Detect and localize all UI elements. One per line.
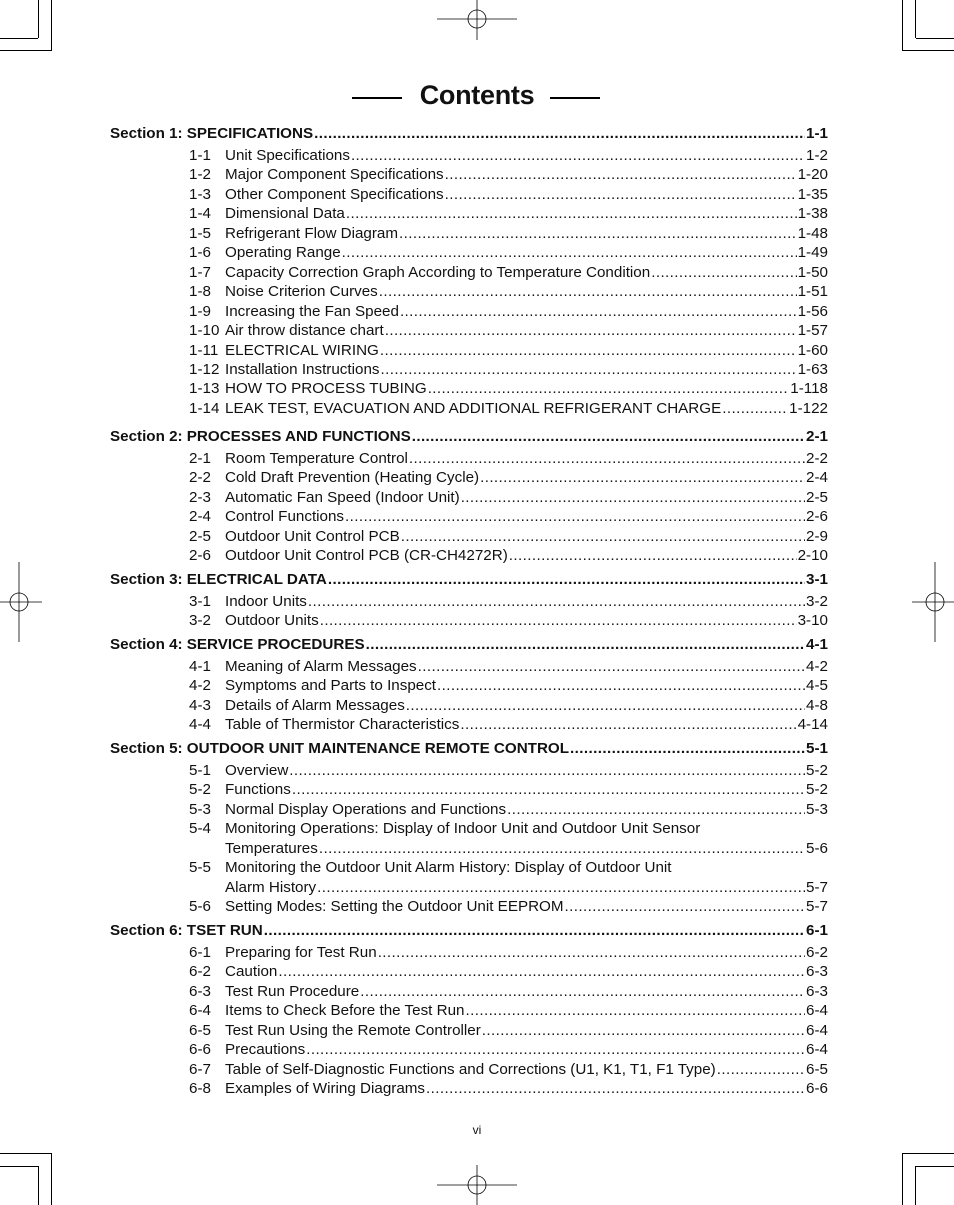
item-title-lead: Monitoring the Outdoor Unit Alarm History: Display of Outdoor Unit: [225, 859, 672, 877]
toc-item-entry[interactable]: [189, 205, 828, 225]
item-title: Other Component Specifications: [225, 185, 444, 203]
item-page-number: 6-5: [806, 1060, 828, 1078]
item-number: 5-6: [189, 898, 211, 916]
dot-leader: [351, 147, 805, 164]
item-number: 2-3: [189, 488, 211, 506]
item-page-number: 2-2: [806, 450, 828, 467]
dot-leader: [651, 264, 796, 281]
item-title: Functions: [225, 781, 291, 799]
item-page-number: 5-2: [806, 762, 828, 779]
toc-item-entry[interactable]: [189, 283, 828, 303]
toc-item-entry[interactable]: [189, 1022, 828, 1042]
toc-item-entry[interactable]: [189, 400, 828, 420]
dot-leader: [379, 283, 797, 300]
item-number: 5-1: [189, 762, 211, 779]
item-number: 1-6: [189, 244, 211, 262]
dot-leader: [426, 1080, 805, 1097]
item-number: 6-7: [189, 1060, 211, 1078]
toc-item-entry[interactable]: [189, 1061, 828, 1081]
item-page-number: 1-60: [797, 341, 828, 359]
item-title: Details of Alarm Messages: [225, 696, 405, 714]
toc-item-entry[interactable]: [189, 147, 828, 167]
toc-item-entry[interactable]: [189, 612, 828, 632]
item-number: 5-5: [189, 859, 211, 877]
dot-leader: [480, 469, 805, 486]
toc-item-continuation[interactable]: [189, 879, 828, 899]
dot-leader: [264, 922, 805, 939]
toc-section-entry[interactable]: [110, 571, 828, 591]
dot-leader: [360, 983, 805, 1000]
item-title: Automatic Fan Speed (Indoor Unit): [225, 488, 460, 506]
item-number: 6-4: [189, 1002, 211, 1020]
item-title: Meaning of Alarm Messages: [225, 658, 417, 675]
dot-leader: [306, 1041, 805, 1058]
dot-leader: [345, 508, 805, 525]
item-number: 1-10: [189, 322, 220, 340]
item-title: Examples of Wiring Diagrams: [225, 1080, 426, 1098]
item-title: Normal Display Operations and Functions: [225, 800, 507, 818]
item-page-number: 1-35: [797, 185, 828, 203]
item-number: 1-14: [189, 399, 220, 417]
item-page-number: 1-20: [797, 166, 828, 184]
item-title: Refrigerant Flow Diagram: [225, 224, 399, 242]
item-title: Items to Check Before the Test Run: [225, 1002, 465, 1020]
toc-item-entry[interactable]: [189, 547, 828, 567]
dot-leader: [308, 593, 805, 610]
item-number: 1-4: [189, 205, 211, 223]
item-number: 2-2: [189, 469, 211, 487]
item-page-number: 1-63: [797, 360, 828, 378]
item-title: Operating Range: [225, 244, 341, 262]
item-number: 5-4: [189, 820, 211, 838]
item-title: Temperatures: [225, 839, 318, 857]
item-title: Test Run Using the Remote Controller: [225, 1021, 481, 1039]
item-title: Alarm History: [225, 878, 317, 896]
item-page-number: 1-56: [797, 302, 828, 320]
item-page-number: 6-4: [806, 1041, 828, 1059]
dot-leader: [428, 380, 790, 397]
item-number: 4-1: [189, 658, 211, 675]
section-title: Section 1: SPECIFICATIONS: [110, 125, 314, 142]
item-page-number: 4-14: [797, 716, 828, 734]
dot-leader: [565, 898, 806, 915]
dot-leader: [406, 697, 805, 714]
dot-leader: [380, 342, 797, 359]
item-page-number: 1-48: [797, 224, 828, 242]
item-title: ELECTRICAL WIRING: [225, 341, 379, 359]
dot-leader: [400, 303, 797, 320]
toc-item-entry[interactable]: [189, 342, 828, 362]
item-page-number: 3-10: [797, 612, 828, 630]
section-page-number: 2-1: [806, 428, 828, 445]
item-title: Caution: [225, 963, 278, 981]
item-number: 5-2: [189, 781, 211, 799]
dot-leader: [412, 428, 805, 445]
item-title: Major Component Specifications: [225, 166, 444, 184]
toc-section-entry[interactable]: [110, 428, 828, 448]
item-number: 6-8: [189, 1080, 211, 1098]
toc-item-entry[interactable]: [189, 963, 828, 983]
item-title: Symptoms and Parts to Inspect: [225, 677, 437, 695]
item-title-lead: Monitoring Operations: Display of Indoor Unit and Outdoor Unit Sensor: [225, 820, 701, 838]
toc-item-entry[interactable]: [189, 762, 828, 782]
item-number: 2-1: [189, 450, 211, 467]
toc-section-entry[interactable]: [110, 922, 828, 942]
item-page-number: 5-6: [806, 839, 828, 857]
item-number: 5-3: [189, 800, 211, 818]
item-page-number: 2-4: [806, 469, 828, 487]
toc-item-entry[interactable]: [189, 489, 828, 509]
item-page-number: 4-8: [806, 696, 828, 714]
item-title: Unit Specifications: [225, 147, 350, 164]
section-title: Section 6: TSET RUN: [110, 922, 263, 939]
item-page-number: 1-38: [797, 205, 828, 223]
item-page-number: 5-2: [806, 781, 828, 799]
toc-item-entry[interactable]: [189, 244, 828, 264]
item-title: Dimensional Data: [225, 205, 345, 223]
toc-item-entry[interactable]: [189, 697, 828, 717]
item-title: Preparing for Test Run: [225, 944, 377, 961]
toc-item-entry[interactable]: [189, 677, 828, 697]
dot-leader: [570, 740, 805, 757]
item-page-number: 6-4: [806, 1002, 828, 1020]
item-number: 3-2: [189, 612, 211, 630]
toc-item-entry[interactable]: [189, 1080, 828, 1100]
section-page-number: 5-1: [806, 740, 828, 757]
toc-item-entry[interactable]: [189, 1041, 828, 1061]
dot-leader: [381, 361, 797, 378]
dot-leader: [292, 781, 805, 798]
item-page-number: 6-3: [806, 982, 828, 1000]
item-page-number: 2-5: [806, 488, 828, 506]
item-page-number: 1-50: [797, 263, 828, 281]
dot-leader: [418, 658, 805, 675]
dot-leader: [314, 125, 805, 142]
dot-leader: [437, 677, 805, 694]
item-page-number: 6-2: [806, 944, 828, 961]
toc-item-entry[interactable]: [189, 361, 828, 381]
item-title: Increasing the Fan Speed: [225, 302, 399, 320]
dot-leader: [722, 400, 788, 417]
toc-section-entry[interactable]: [110, 636, 828, 656]
item-number: 1-8: [189, 283, 211, 301]
toc-item-entry[interactable]: [189, 898, 828, 918]
item-page-number: 1-57: [797, 322, 828, 340]
item-number: 1-1: [189, 147, 211, 164]
item-number: 4-2: [189, 677, 211, 695]
toc-item-entry[interactable]: [189, 658, 828, 678]
item-page-number: 3-2: [806, 593, 828, 610]
item-number: 6-2: [189, 963, 211, 981]
item-page-number: 5-3: [806, 800, 828, 818]
item-number: 6-3: [189, 982, 211, 1000]
dot-leader: [346, 205, 797, 222]
section-title: Section 4: SERVICE PROCEDURES: [110, 636, 365, 653]
item-number: 1-9: [189, 302, 211, 320]
dot-leader: [401, 528, 805, 545]
toc-item-entry[interactable]: [189, 801, 828, 821]
item-page-number: 4-2: [806, 658, 828, 675]
item-number: 2-6: [189, 547, 211, 565]
item-number: 1-11: [189, 341, 219, 359]
toc-item-entry[interactable]: [189, 820, 828, 840]
toc-item-entry[interactable]: [189, 859, 828, 879]
item-title: HOW TO PROCESS TUBING: [225, 380, 427, 398]
item-page-number: 6-6: [806, 1080, 828, 1098]
toc-item-entry[interactable]: [189, 380, 828, 400]
toc-item-entry[interactable]: [189, 166, 828, 186]
toc-item-entry[interactable]: [189, 983, 828, 1003]
item-page-number: 1-49: [797, 244, 828, 262]
item-page-number: 5-7: [806, 898, 828, 916]
toc-item-entry[interactable]: [189, 322, 828, 342]
section-title: Section 5: OUTDOOR UNIT MAINTENANCE REMOTE CONTROL: [110, 740, 569, 757]
toc-item-entry[interactable]: [189, 593, 828, 613]
dot-leader: [378, 944, 805, 961]
toc-item-entry[interactable]: [189, 450, 828, 470]
item-page-number: 1-51: [797, 283, 828, 301]
dot-leader: [509, 547, 797, 564]
item-title: Noise Criterion Curves: [225, 283, 378, 301]
dot-leader: [465, 1002, 805, 1019]
section-page-number: 6-1: [806, 922, 828, 939]
dot-leader: [366, 636, 805, 653]
section-title: Section 3: ELECTRICAL DATA: [110, 571, 327, 588]
toc-item-entry[interactable]: [189, 1002, 828, 1022]
dot-leader: [717, 1061, 805, 1078]
toc-item-entry[interactable]: [189, 508, 828, 528]
item-page-number: 5-7: [806, 878, 828, 896]
item-title: Outdoor Units: [225, 612, 319, 630]
item-title: Air throw distance chart: [225, 322, 384, 340]
item-number: 1-12: [189, 360, 220, 378]
item-page-number: 2-6: [806, 508, 828, 526]
dot-leader: [328, 571, 805, 588]
dot-leader: [399, 225, 797, 242]
item-title: Precautions: [225, 1041, 306, 1059]
item-number: 4-4: [189, 716, 211, 734]
item-title: Outdoor Unit Control PCB: [225, 527, 400, 545]
item-title: Room Temperature Control: [225, 450, 408, 467]
item-title: Cold Draft Prevention (Heating Cycle): [225, 469, 480, 487]
item-page-number: 6-4: [806, 1021, 828, 1039]
item-number: 6-5: [189, 1021, 211, 1039]
item-title: Installation Instructions: [225, 360, 380, 378]
item-number: 1-2: [189, 166, 211, 184]
item-title: Table of Thermistor Characteristics: [225, 716, 460, 734]
item-number: 4-3: [189, 696, 211, 714]
item-page-number: 4-5: [806, 677, 828, 695]
toc-item-entry[interactable]: [189, 264, 828, 284]
dot-leader: [507, 801, 805, 818]
dot-leader: [460, 716, 796, 733]
item-page-number: 1-122: [789, 399, 828, 417]
dot-leader: [289, 762, 805, 779]
dot-leader: [320, 612, 797, 629]
item-title: Overview: [225, 762, 289, 779]
dot-leader: [385, 322, 797, 339]
toc-item-entry[interactable]: [189, 528, 828, 548]
item-number: 6-1: [189, 944, 211, 961]
section-page-number: 1-1: [806, 125, 828, 142]
item-number: 2-4: [189, 508, 211, 526]
toc-item-entry[interactable]: [189, 225, 828, 245]
toc-item-entry[interactable]: [189, 944, 828, 964]
item-number: 3-1: [189, 593, 211, 610]
item-page-number: 2-10: [797, 547, 828, 565]
dot-leader: [342, 244, 797, 261]
toc-item-entry[interactable]: [189, 186, 828, 206]
page-number: vi: [472, 1123, 482, 1137]
item-page-number: 1-118: [790, 380, 828, 398]
item-number: 2-5: [189, 527, 211, 545]
item-title: LEAK TEST, EVACUATION AND ADDITIONAL REFRIGERANT CHARGE: [225, 399, 722, 417]
item-number: 1-13: [189, 380, 220, 398]
item-page-number: 1-2: [806, 147, 828, 164]
item-page-number: 2-9: [806, 527, 828, 545]
item-number: 1-3: [189, 185, 211, 203]
section-title: Section 2: PROCESSES AND FUNCTIONS: [110, 428, 411, 445]
item-title: Capacity Correction Graph According to Temperature Condition: [225, 263, 651, 281]
item-page-number: 6-3: [806, 963, 828, 981]
item-title: Table of Self-Diagnostic Functions and Corrections (U1, K1, T1, F1 Type): [225, 1060, 716, 1078]
dot-leader: [319, 840, 805, 857]
toc-item-entry[interactable]: [189, 469, 828, 489]
dot-leader: [461, 489, 805, 506]
item-number: 1-5: [189, 224, 211, 242]
item-number: 6-6: [189, 1041, 211, 1059]
page-title: Contents: [419, 80, 535, 110]
section-page-number: 4-1: [806, 636, 828, 653]
item-title: Outdoor Unit Control PCB (CR-CH4272R): [225, 547, 508, 565]
dot-leader: [445, 186, 797, 203]
toc-item-entry[interactable]: [189, 716, 828, 736]
dot-leader: [409, 450, 805, 467]
item-title: Control Functions: [225, 508, 345, 526]
dot-leader: [445, 166, 797, 183]
dot-leader: [278, 963, 805, 980]
item-title: Indoor Units: [225, 593, 307, 610]
item-number: 1-7: [189, 263, 211, 281]
toc-section-entry[interactable]: [110, 125, 828, 145]
toc-section-entry[interactable]: [110, 740, 828, 760]
toc-item-entry[interactable]: [189, 781, 828, 801]
toc-item-entry[interactable]: [189, 303, 828, 323]
item-title: Test Run Procedure: [225, 982, 360, 1000]
dot-leader: [317, 879, 805, 896]
toc-item-continuation[interactable]: [189, 840, 828, 860]
section-page-number: 3-1: [806, 571, 828, 588]
dot-leader: [482, 1022, 805, 1039]
item-title: Setting Modes: Setting the Outdoor Unit EEPROM: [225, 898, 564, 916]
